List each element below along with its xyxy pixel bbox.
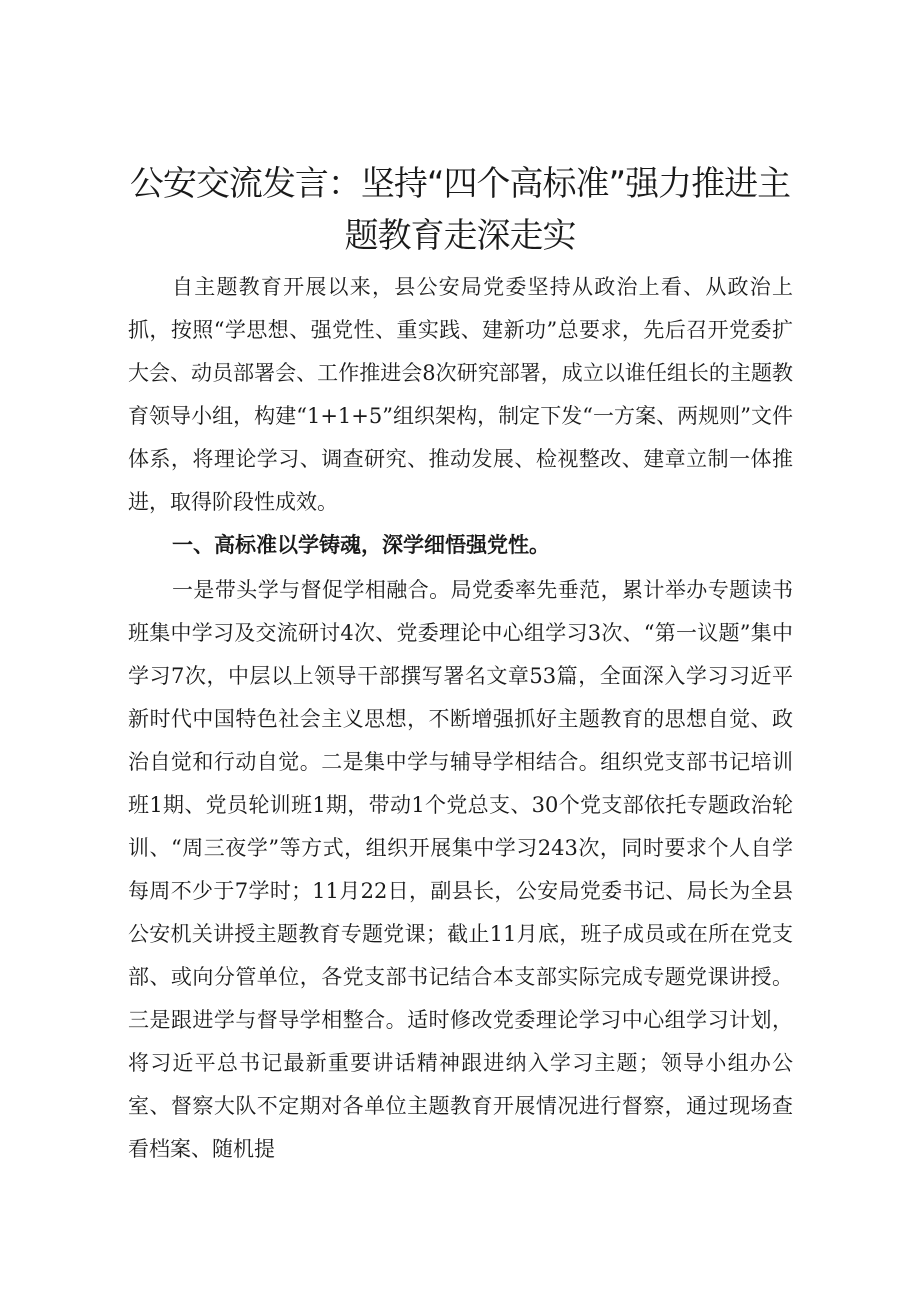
section-heading-1: 一、高标准以学铸魂，深学细悟强党性。 <box>172 533 550 557</box>
document-title <box>100 158 820 262</box>
title-line-1: 公安交流发言：坚持“四个高标准”强力推进主 <box>129 164 791 204</box>
section-1-paragraph: 一是带头学与督促学相融合。局党委率先垂范，累计举办专题读书班集中学习及交流研讨4次、党委理论中心组学习3次、“第一议题”集中学习7次，中层以上领导干部撰写署名文章53篇，全面深入学习习近平新时代中国特色社会主义思想，不断增强抓好主题教育的思想自觉、政治自觉和行动自觉。二是集中学与辅导学相结合。组织党支部书记培训班1期、党员轮训班1期，带动1个党总支、30个党支部依托专题政治轮训、“周三夜学”等方式，组织开展集中学习243次，同时要求个人自学每周不少于7学时；11月22日，副县长，公安局党委书记、局长为全县公安机关讲授主题教育专题党课；截止11月底，班子成员或在所在党支部、或向分管单位，各党支部书记结合本支部实际完成专题党课讲授。三是跟进学与督导学相整合。适时修改党委理论学习中心组学习计划，将习近平总书记最新重要讲话精神跟进纳入学习主题；领导小组办公室、督察大队不定期对各单位主题教育开展情况进行督察，通过现场查看档案、随机提 <box>128 578 793 1161</box>
intro-paragraph: 自主题教育开展以来，县公安局党委坚持从政治上看、从政治上抓，按照“学思想、强党性、重实践、建新功”总要求，先后召开党委扩大会、动员部署会、工作推进会8次研究部署，成立以谁任组长的主题教育领导小组，构建“1+1+5”组织架构，制定下发“一方案、两规则”文件体系，将理论学习、调查研究、推动发展、检视整改、建章立制一体推进，取得阶段性成效。 <box>128 275 793 514</box>
title-line-2: 题教育走深走实 <box>344 216 576 256</box>
section-1-body <box>128 569 793 1171</box>
intro-section <box>128 266 793 524</box>
